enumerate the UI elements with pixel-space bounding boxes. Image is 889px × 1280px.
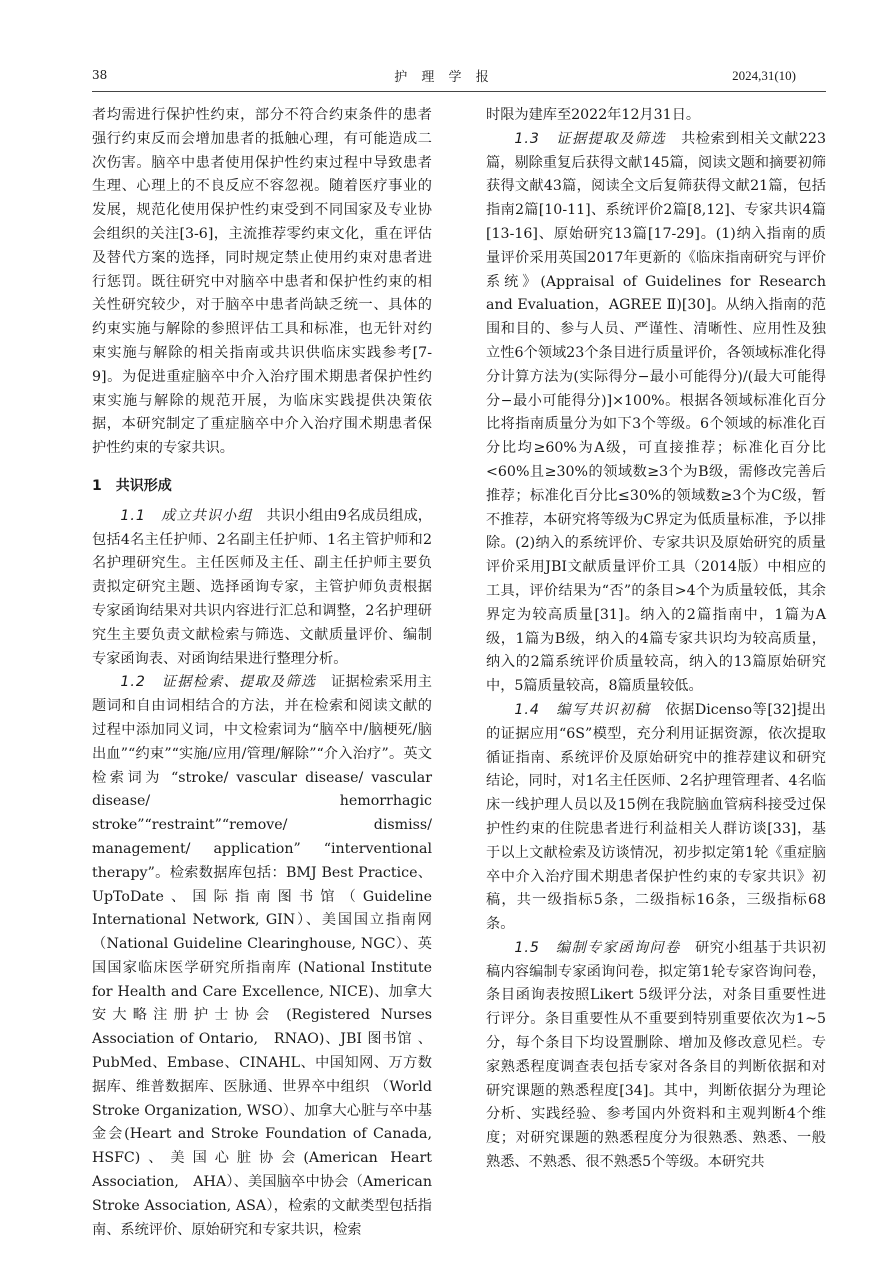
header-rule bbox=[92, 91, 826, 92]
right-column bbox=[486, 104, 826, 1175]
subsection-title: 1.2 证据检索、提取及筛选 bbox=[120, 674, 317, 691]
subsection-1-3 bbox=[486, 128, 826, 699]
continuation-paragraph: 时限为建库至2022年12月31日。 bbox=[486, 107, 701, 123]
left-column bbox=[92, 104, 432, 1242]
journal-title: 护 理 学 报 bbox=[394, 70, 494, 85]
running-header bbox=[92, 60, 796, 84]
subsection-title: 1.1 成立共识小组 bbox=[120, 507, 253, 524]
subsection-1-4 bbox=[486, 699, 826, 937]
subsection-body: 共检索到相关文献223篇，剔除重复后获得文献145篇，阅读文题和摘要初筛获得文献43篇，阅读全文后复筛获得文献21篇，包括指南2篇[10-11]、系统评价2篇[8,12]、专家共识4篇[13-16]、原始研究13篇[17-29]。(1)纳入指南的质量评价采用英国2017年更新的《临床指南研究与评价系统》(Appraisal of Guidelines for Research and Evaluation，AGREE Ⅱ)[30]。从纳入指南的范围和目的、参与人员、严谨性、清晰性、应用性及独立性6个领域23个条目进行质量评价，各领域标准化得分计算方法为(实际得分−最小可能得分)/(最大可能得分−最小可能得分)]×100%。根据各领域标准化百分比将指南质量分为如下3个等级。6个领域的标准化百分比均≥60%为A级，可直接推荐；标准化百分比<60%且≥30%的领域数≥3个为B级，需修改完善后推荐；标准化百分比≤30%的领域数≥3个为C级，暂不推荐，本研究将等级为C界定为低质量标准，予以排除。(2)纳入的系统评价、专家共识及原始研究的质量评价采用JBI文献质量评价工具（2014版）中相应的工具，评价结果为“否”的条目>4个为质量较低，其余界定为较高质量[31]。纳入的2篇指南中，1篇为A级，1篇为B级，纳入的4篇专家共识均为较高质量，纳入的2篇系统评价质量较高，纳入的13篇原始研究中，5篇质量较高，8篇质量较低。 bbox=[486, 130, 826, 695]
intro-paragraph: 者均需进行保护性约束，部分不符合约束条件的患者强行约束反而会增加患者的抵触心理，有可能造成二次伤害。脑卒中患者使用保护性约束过程中导致患者生理、心理上的不良反应不容忽视。随着医疗事业的发展，规范化使用保护性约束受到不同国家及专业协会组织的关注[3-6]，主流推荐零约束文化，重在评估及替代方案的选择，同时规定禁止使用约束对患者进行惩罚。既往研究中对脑卒中患者和保护性约束的相关性研究较少，对于脑卒中患者尚缺乏统一、具体的约束实施与解除的参照评估工具和标准，也无针对约束实施与解除的相关指南或共识供临床实践参考[7-9]。为促进重症脑卒中介入治疗围术期患者保护性约束实施与解除的规范开展，为临床实践提供决策依据，本研究制定了重症脑卒中介入治疗围术期患者保护性约束的专家共识。 bbox=[92, 107, 432, 457]
subsection-1-2 bbox=[92, 671, 432, 1242]
subsection-body: 证据检索采用主题词和自由词相结合的方法，并在检索和阅读文献的过程中添加同义词，中文检索词为“脑卒中/脑梗死/脑出血”“约束”“实施/应用/管理/解除”“介入治疗”。英文检索词为 “stroke/ vascular disease/ vascular disease/ hemorrhagic stroke”“restraint”“remove/ dismiss/ management/ application” “interventional therapy”。检索数据库包括：BMJ Best Practice、UpToDate、国际指南图书馆（Guideline International Network, GIN）、美国国立指南网 （National Guideline Clearinghouse, NGC）、英国国家临床医学研究所指南库 (National Institute for Health and Care Excellence, NICE)、加拿大安大略注册护士协会 (Registered Nurses Association of Ontario, RNAO)、JBI 图书馆 、PubMed、Embase、CINAHL、中国知网、万方数据库、维普数据库、医脉通、世界卒中组织 （World Stroke Organization, WSO）、加拿大心脏与卒中基金会(Heart and Stroke Foundation of Canada, HSFC)、美国心脏协会(American Heart Association, AHA）、美国脑卒中协会（American Stroke Association, ASA），检索的文献类型包括指南、系统评价、原始研究和专家共识，检索 bbox=[92, 674, 432, 1238]
page-number: 38 bbox=[92, 68, 108, 82]
subsection-1-1 bbox=[92, 505, 432, 672]
section-heading: 1 共识形成 bbox=[92, 477, 172, 494]
subsection-title: 1.3 证据提取及筛选 bbox=[514, 130, 667, 147]
subsection-body: 研究小组基于共识初稿内容编制专家函询问卷，拟定第1轮专家咨询问卷，条目函询表按照Likert 5级评分法，对条目重要性进行评分。条目重要性从不重要到特别重要依次为1~5分，每个条目下均设置删除、增加及修改意见栏。专家熟悉程度调查表包括专家对各条目的判断依据和对研究课题的熟悉程度[34]。其中，判断依据分为理论分析、实践经验、参考国内外资料和主观判断4个维度；对研究课题的熟悉程度分为很熟悉、熟悉、一般熟悉、不熟悉、很不熟悉5个等级。本研究共 bbox=[486, 939, 826, 1171]
subsection-title: 1.4 编写共识初稿 bbox=[514, 701, 651, 718]
subsection-body: 共识小组由9名成员组成，包括4名主任护师、2名副主任护师、1名主管护师和2名护理研究生。主任医师及主任、副主任护师主要负责拟定研究主题、选择函询专家，主管护师负责根据专家函询结果对共识内容进行汇总和调整，2名护理研究生主要负责文献检索与筛选、文献质量评价、编制专家函询表、对函询结果进行整理分析。 bbox=[92, 507, 432, 667]
issue-info: 2024,31(10) bbox=[732, 68, 796, 83]
subsection-1-5 bbox=[486, 937, 826, 1175]
subsection-title: 1.5 编制专家函询问卷 bbox=[514, 939, 681, 956]
subsection-body: 依据Dicenso等[32]提出的证据应用“6S”模型，充分利用证据资源，依次提取循证指南、系统评价及原始研究中的推荐建议和研究结论，同时，对1名主任医师、2名护理管理者、4名临床一线护理人员以及15例在我院脑血管病科接受过保护性约束的住院患者进行利益相关人群访谈[33]，基于以上文献检索及访谈情况，初步拟定第1轮《重症脑卒中介入治疗围术期患者保护性约束的专家共识》初稿，共一级指标5条，二级指标16条，三级指标68条。 bbox=[486, 701, 826, 933]
